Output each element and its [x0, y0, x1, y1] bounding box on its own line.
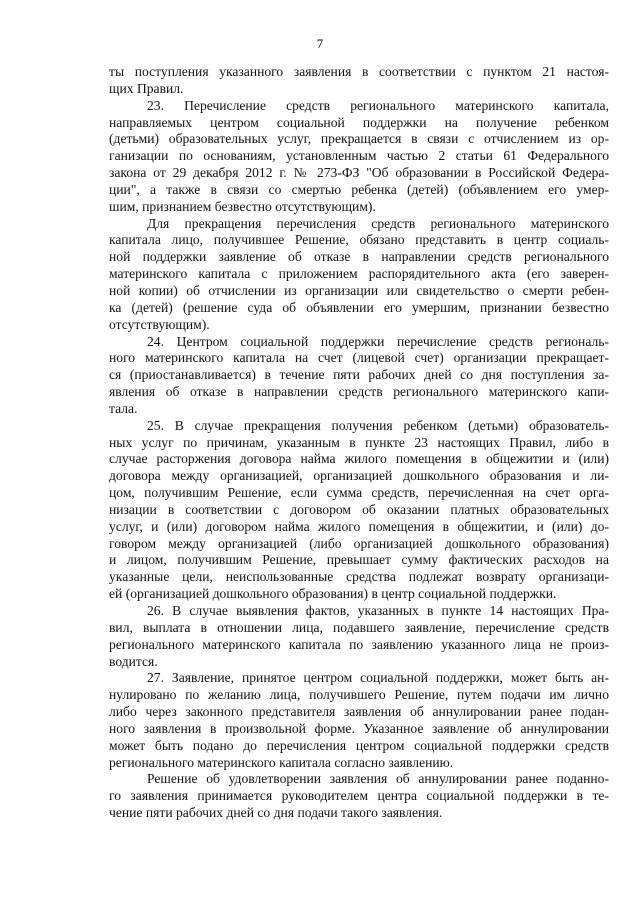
text-line: закона от 29 декабря 2012 г. № 273-ФЗ "Об образовании в Российской Федера- — [109, 165, 609, 181]
text-line: явления об отказе в направлении средств регионального материнского капи- — [109, 384, 609, 400]
text-line: случае расторжения договора найма жилого помещения в общежитии и (или) — [109, 451, 609, 467]
text-line: регионального материнского капитала согласно заявлению. — [109, 754, 454, 770]
text-line: чение пяти рабочих дней со дня подачи такого заявления. — [109, 805, 443, 821]
text-line: шим, признанием безвестно отсутствующим). — [109, 198, 376, 214]
paragraph-25 — [109, 418, 609, 603]
paragraph-annulment-decision — [109, 771, 609, 822]
text-line: 23. Перечисление средств регионального материнского капитала, — [147, 97, 609, 113]
text-line: цом, получившим Решение, если сумма средств, перечисленная на счет орга- — [109, 485, 609, 501]
text-line: Для прекращения перечисления средств регионального материнского — [147, 215, 609, 231]
text-line: го заявления принимается руководителем центра социальной поддержки в те- — [109, 788, 609, 804]
text-line: тала. — [109, 400, 138, 416]
text-line: договора между организацией, организацией дошкольного образования и ли- — [109, 468, 609, 484]
text-line: направляемых центром социальной поддержки на получение ребенком — [109, 114, 609, 130]
text-line: вил, выплата в отношении лица, подавшего заявление, перечисление средств — [109, 619, 609, 635]
text-line: ного материнского капитала на счет (лицевой счет) организации прекращает- — [109, 350, 609, 366]
text-line: ганизации по основаниям, установленным частью 2 статьи 61 Федерального — [109, 148, 609, 164]
text-line: ка (детей) (решение суда об объявлении его умершим, признании безвестно — [109, 299, 609, 315]
paragraph-24 — [109, 334, 609, 418]
text-line: 24. Центром социальной поддержки перечисление средств региональ- — [147, 333, 609, 349]
paragraph-termination-procedure — [109, 216, 609, 334]
paragraph-23 — [109, 98, 609, 216]
text-line: нулировано по желанию лица, получившего Решение, путем подачи им лично — [109, 687, 609, 703]
text-line: водится. — [109, 653, 158, 669]
text-line: отсутствующим). — [109, 316, 210, 332]
paragraph-27 — [109, 670, 609, 771]
text-line: ся (приостанавливается) в течение пяти рабочих дней со дня поступления за- — [109, 367, 609, 383]
text-line: регионального материнского капитала по заявлению указанного лица не произ- — [109, 636, 609, 652]
text-line: ции", а также в связи со смертью ребенка (детей) (объявлением его умер- — [109, 181, 609, 197]
text-line: 26. В случае выявления фактов, указанных в пункте 14 настоящих Пра- — [147, 603, 609, 618]
text-line: ей (организацией дошкольного образования) в центр социальной поддержки. — [109, 586, 557, 602]
text-line: либо через законного представителя заявления об аннулировании ранее подан- — [109, 704, 609, 720]
text-line: щих Правил. — [109, 80, 184, 96]
text-line: ной поддержки заявление об отказе в направлении средств регионального — [109, 249, 609, 265]
text-line: указанные цели, неиспользованные средства подлежат возврату организаци- — [109, 569, 609, 585]
text-line: низации в соответствии с договором об оказании платных образовательных — [109, 501, 609, 517]
text-line: говором между организацией (либо организацией дошкольного образования) — [109, 535, 609, 551]
text-line: капитала лицо, получившее Решение, обязано представить в центр социаль- — [109, 232, 609, 248]
text-line: услуг, и (или) договором найма жилого помещения в общежитии, и (или) до- — [109, 518, 609, 534]
text-line: ты поступления указанного заявления в соответствии с пунктом 21 настоя- — [109, 64, 609, 79]
paragraph-26 — [109, 603, 609, 670]
text-line: может быть подано до перечисления центром социальной поддержки средств — [109, 737, 609, 753]
text-line: (детьми) образовательных услуг, прекращается в связи с отчислением из ор- — [109, 131, 609, 147]
paragraph-continuation — [109, 64, 609, 98]
text-line: ной копии) об отчислении из организации или свидетельство о смерти ребен- — [109, 282, 609, 298]
text-line: Решение об удовлетворении заявления об аннулировании ранее поданно- — [147, 771, 609, 787]
text-line: 25. В случае прекращения получения ребенком (детьми) образователь- — [147, 417, 609, 433]
text-line: и лицом, получившим Решение, превышает сумму фактических расходов на — [109, 552, 609, 568]
page-number: 7 — [316, 36, 324, 51]
document-body — [109, 64, 609, 822]
text-line: материнского капитала с приложением распорядительного акта (его заверен- — [109, 266, 609, 282]
text-line: 27. Заявление, принятое центром социальной поддержки, может быть ан- — [147, 670, 609, 686]
text-line: ных услуг по причинам, указанным в пункте 23 настоящих Правил, либо в — [109, 434, 609, 450]
text-line: ного заявления в произвольной форме. Указанное заявление об аннулировании — [109, 720, 609, 736]
